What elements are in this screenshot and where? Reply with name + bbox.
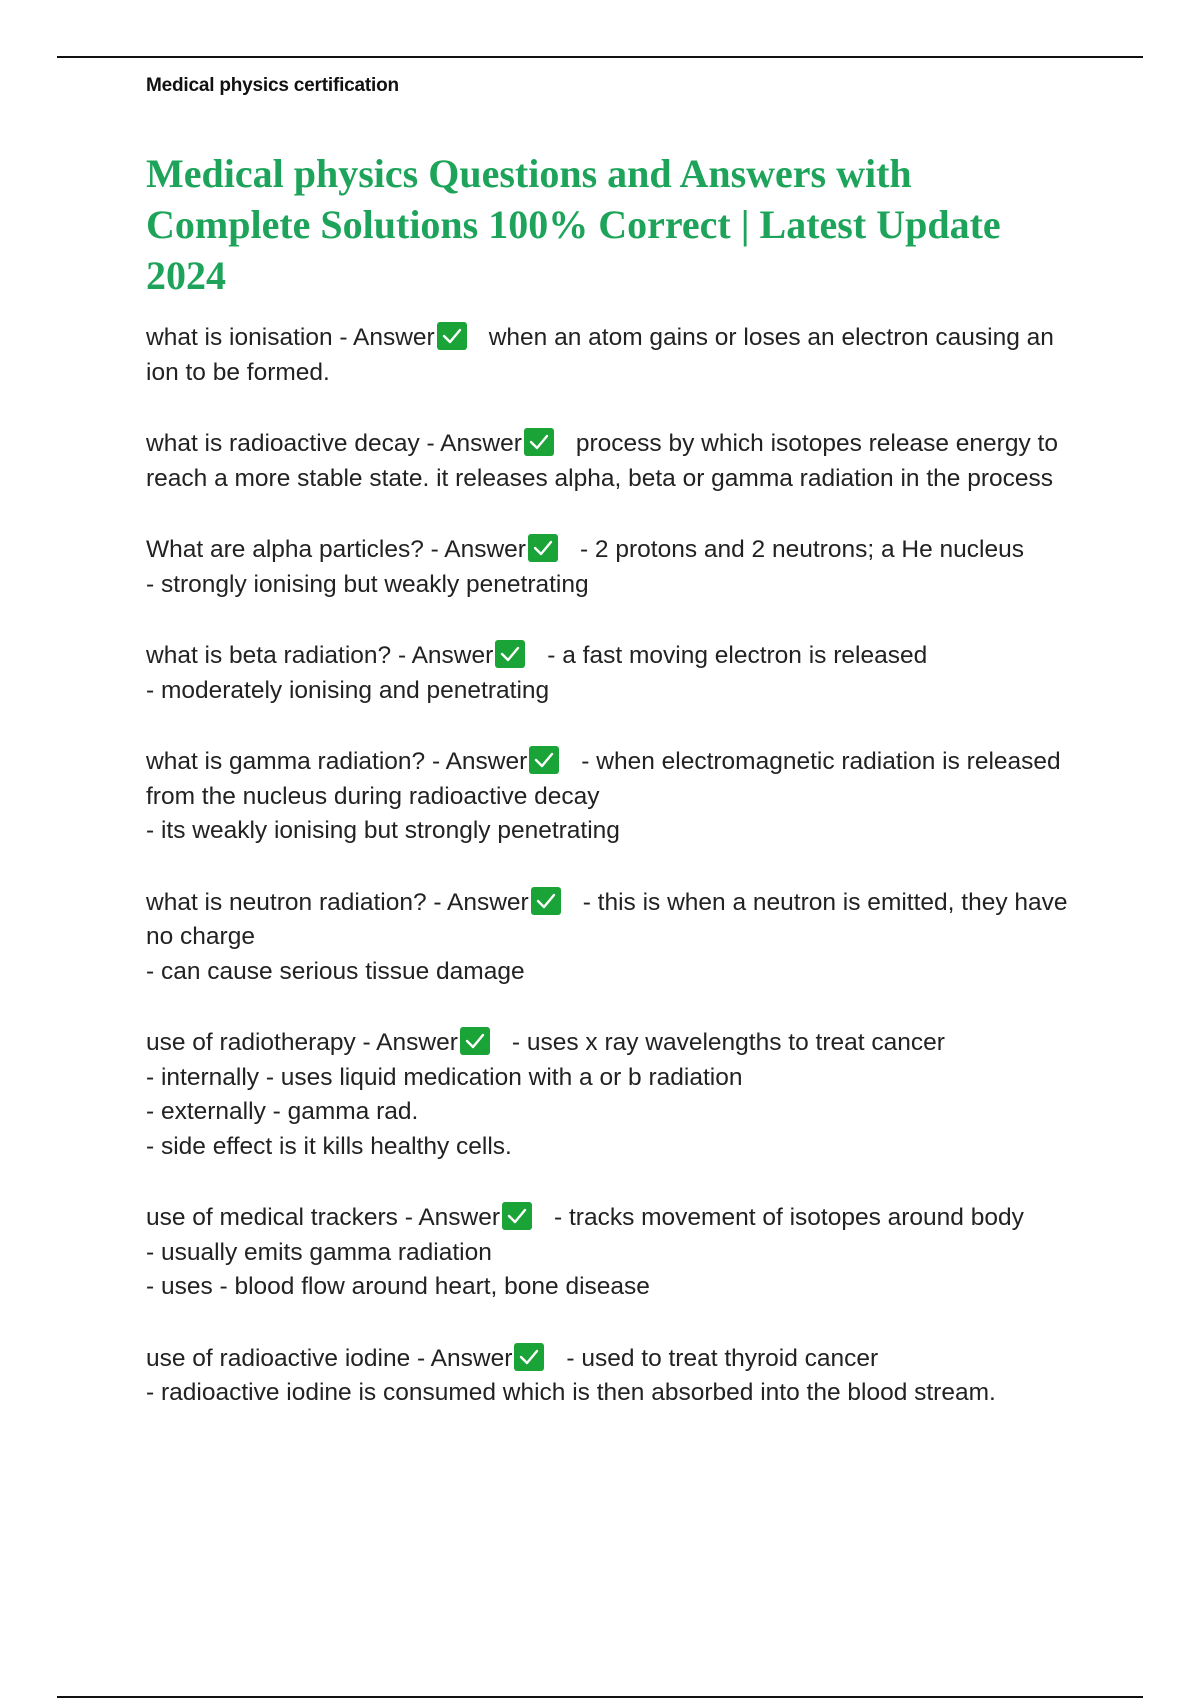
running-header: Medical physics certification [146, 75, 399, 96]
answer-text: - when electromagnetic radiation is released from the nucleus during radioactive decay [146, 748, 1061, 810]
answer-line [146, 1270, 1086, 1305]
answer-line [146, 1095, 1086, 1130]
question-text: what is neutron radiation? - [146, 888, 447, 916]
question-text: What are alpha particles? - [146, 536, 445, 563]
question-text: what is beta radiation? - [146, 642, 412, 669]
answer-line [146, 1061, 1086, 1096]
qa-item [146, 1026, 1086, 1164]
answer-text: - used to treat thyroid cancer [566, 1344, 879, 1372]
question-text: use of radioactive iodine - [146, 1344, 431, 1372]
qa-list [146, 321, 1086, 1448]
qa-item [146, 1201, 1086, 1305]
qa-first-line [146, 1342, 1086, 1377]
top-rule [57, 56, 1143, 58]
check-mark-icon [514, 1343, 544, 1371]
answer-text: - uses - blood flow around heart, bone disease [146, 1273, 650, 1300]
qa-item [146, 427, 1086, 496]
answer-line [146, 955, 1086, 990]
qa-first-line [146, 427, 1086, 496]
question-text: what is gamma radiation? - [146, 748, 446, 775]
answer-text: - 2 protons and 2 neutrons; a He nucleus [579, 536, 1024, 563]
question-text: what is ionisation - [146, 324, 353, 351]
qa-item [146, 321, 1086, 390]
check-mark-icon [524, 428, 554, 456]
answer-label: Answer [444, 536, 526, 563]
question-text: what is radioactive decay - [146, 430, 441, 457]
check-mark-icon [437, 322, 467, 350]
qa-first-line [146, 886, 1086, 955]
qa-first-line [146, 321, 1086, 390]
answer-label: Answer [353, 324, 435, 351]
qa-first-line [146, 533, 1086, 568]
answer-line [146, 1236, 1086, 1271]
question-text: use of radiotherapy - [146, 1029, 377, 1056]
answer-text: - tracks movement of isotopes around body [554, 1204, 1024, 1231]
qa-item [146, 639, 1086, 708]
answer-text: - usually emits gamma radiation [146, 1238, 492, 1266]
check-mark-icon [529, 746, 559, 774]
question-text: use of medical trackers - [146, 1204, 419, 1231]
answer-text: - internally - uses liquid medication with a or b radiation [146, 1063, 743, 1091]
answer-text: - moderately ionising and penetrating [146, 676, 550, 704]
answer-label: Answer [445, 748, 528, 775]
qa-first-line [146, 1201, 1086, 1236]
qa-item [146, 533, 1086, 602]
check-mark-icon [528, 534, 558, 562]
answer-label: Answer [376, 1029, 458, 1056]
answer-text: - can cause serious tissue damage [146, 957, 525, 985]
qa-item [146, 745, 1086, 849]
qa-first-line [146, 745, 1086, 814]
answer-text: - side effect is it kills healthy cells. [146, 1132, 512, 1160]
answer-label: Answer [447, 888, 529, 916]
answer-text: - strongly ionising but weakly penetrating [146, 570, 589, 598]
answer-line [146, 1376, 1086, 1411]
answer-line [146, 674, 1086, 709]
check-mark-icon [460, 1027, 490, 1055]
check-mark-icon [502, 1202, 532, 1230]
bottom-rule [57, 1696, 1143, 1698]
answer-text: - radioactive iodine is consumed which is then absorbed into the blood stream. [146, 1379, 996, 1406]
document-title: Medical physics Questions and Answers with Complete Solutions 100% Correct | Latest Update 2024 [146, 151, 1001, 298]
answer-text: - uses x ray wavelengths to treat cancer [511, 1029, 945, 1056]
check-mark-icon [495, 640, 525, 668]
answer-text: - externally - gamma rad. [146, 1098, 419, 1125]
check-mark-icon [531, 887, 561, 915]
answer-line [146, 1130, 1086, 1165]
answer-label: Answer [430, 1344, 513, 1372]
answer-text: process by which isotopes release energy to reach a more stable state. it releases alpha, beta or gamma radiation in the process [146, 430, 1058, 492]
answer-label: Answer [411, 642, 494, 669]
qa-first-line [146, 639, 1086, 674]
answer-label: Answer [440, 430, 522, 457]
qa-first-line [146, 1026, 1086, 1061]
qa-item [146, 1342, 1086, 1411]
answer-line [146, 814, 1086, 849]
answer-text: - a fast moving electron is released [547, 642, 928, 669]
answer-text: - its weakly ionising but strongly penetrating [146, 817, 620, 844]
answer-text: when an atom gains or loses an electron causing an ion to be formed. [146, 324, 1054, 386]
qa-item [146, 886, 1086, 990]
answer-text: - this is when a neutron is emitted, they have no charge [146, 888, 1068, 950]
answer-line [146, 568, 1086, 603]
answer-label: Answer [418, 1204, 501, 1231]
